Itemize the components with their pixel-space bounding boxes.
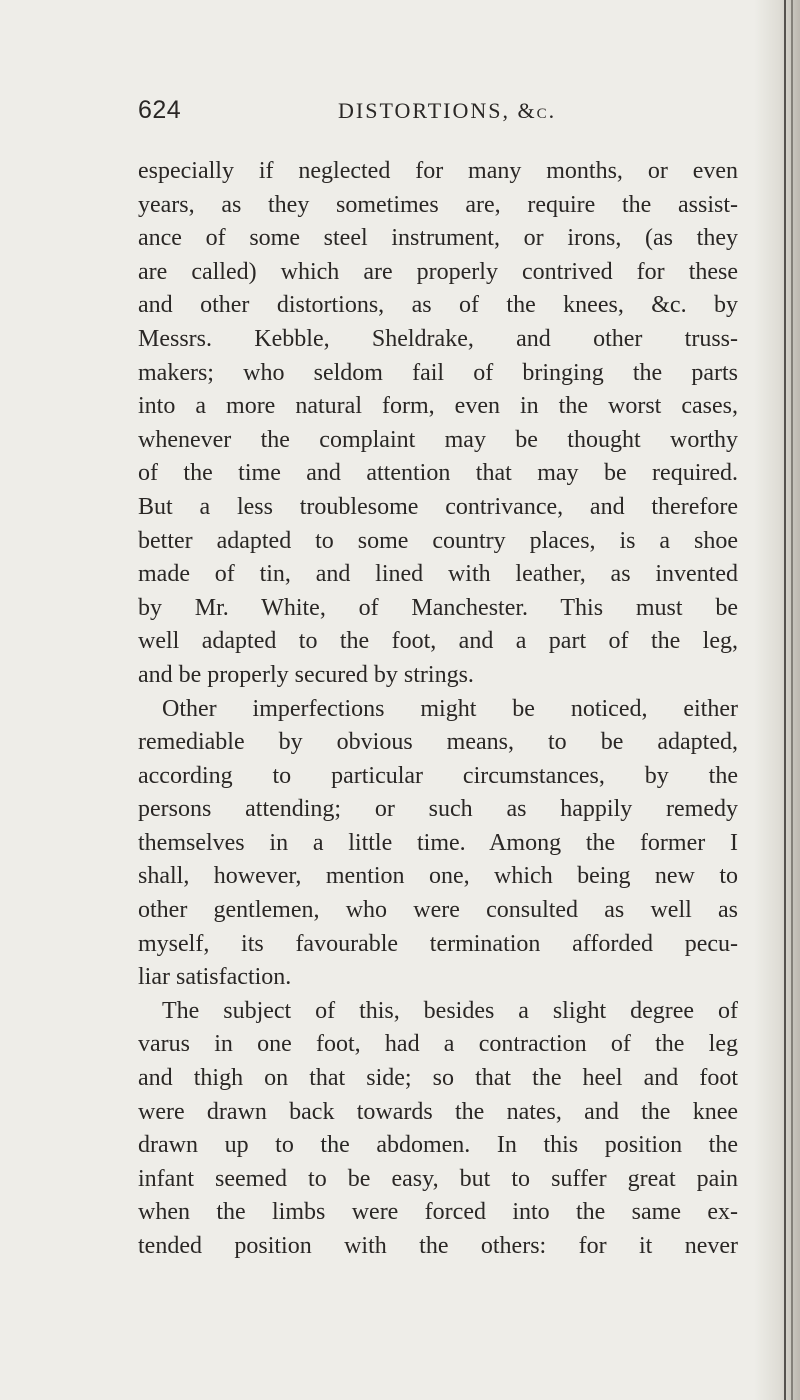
text-line: by Mr. White, of Manchester. This must be (138, 594, 738, 621)
text-line: The subject of this, besides a slight degree of (162, 997, 738, 1024)
text-line: whenever the complaint may be thought worthy (138, 426, 738, 453)
running-head: DISTORTIONS, &c. (338, 98, 557, 123)
text-line: persons attending; or such as happily remedy (138, 796, 738, 823)
text-line: makers; who seldom fail of bringing the parts (138, 359, 738, 386)
text-line: varus in one foot, had a contraction of the leg (138, 1031, 738, 1058)
text-line: made of tin, and lined with leather, as invented (138, 561, 738, 588)
text-line: Other imperfections might be noticed, either (162, 695, 738, 722)
text-line: But a less troublesome contrivance, and therefore (138, 493, 738, 520)
text-line: other gentlemen, who were consulted as well as (138, 897, 738, 924)
text-line: according to particular circumstances, by the (138, 762, 738, 789)
text-line: when the limbs were forced into the same ex- (138, 1199, 738, 1226)
body-text (138, 155, 738, 1264)
page-number: 624 (138, 96, 182, 124)
text-line: remediable by obvious means, to be adapted, (138, 729, 738, 756)
page-edge-shadow (754, 0, 800, 1400)
text-line: and other distortions, as of the knees, &c. by (138, 292, 738, 319)
text-line: were drawn back towards the nates, and the knee (138, 1098, 738, 1125)
page-edge-line-outer (791, 0, 793, 1400)
text-line: ance of some steel instrument, or irons, (as they (138, 225, 738, 252)
text-line: of the time and attention that may be required. (138, 460, 738, 487)
text-line: years, as they sometimes are, require the assist- (138, 191, 738, 218)
text-line: drawn up to the abdomen. In this position the (138, 1132, 738, 1159)
text-line: and be properly secured by strings. (138, 661, 474, 688)
text-line: well adapted to the foot, and a part of the leg, (138, 628, 738, 655)
page-header (138, 96, 738, 136)
text-line: myself, its favourable termination afforded pecu- (138, 930, 738, 957)
text-line: liar satisfaction. (138, 964, 292, 991)
text-line: especially if neglected for many months, or even (138, 158, 738, 184)
text-line: Messrs. Kebble, Sheldrake, and other truss- (138, 325, 738, 352)
page-edge-line (784, 0, 786, 1400)
text-line: shall, however, mention one, which being new to (138, 863, 738, 890)
text-line: infant seemed to be easy, but to suffer great pain (138, 1165, 738, 1192)
text-line: themselves in a little time. Among the former I (138, 829, 738, 856)
text-line: and thigh on that side; so that the heel and foot (138, 1065, 738, 1092)
text-line: are called) which are properly contrived for these (138, 258, 738, 285)
text-line: tended position with the others: for it never (138, 1233, 738, 1259)
text-line: into a more natural form, even in the worst cases, (138, 393, 738, 420)
text-line: better adapted to some country places, is a shoe (138, 527, 738, 554)
